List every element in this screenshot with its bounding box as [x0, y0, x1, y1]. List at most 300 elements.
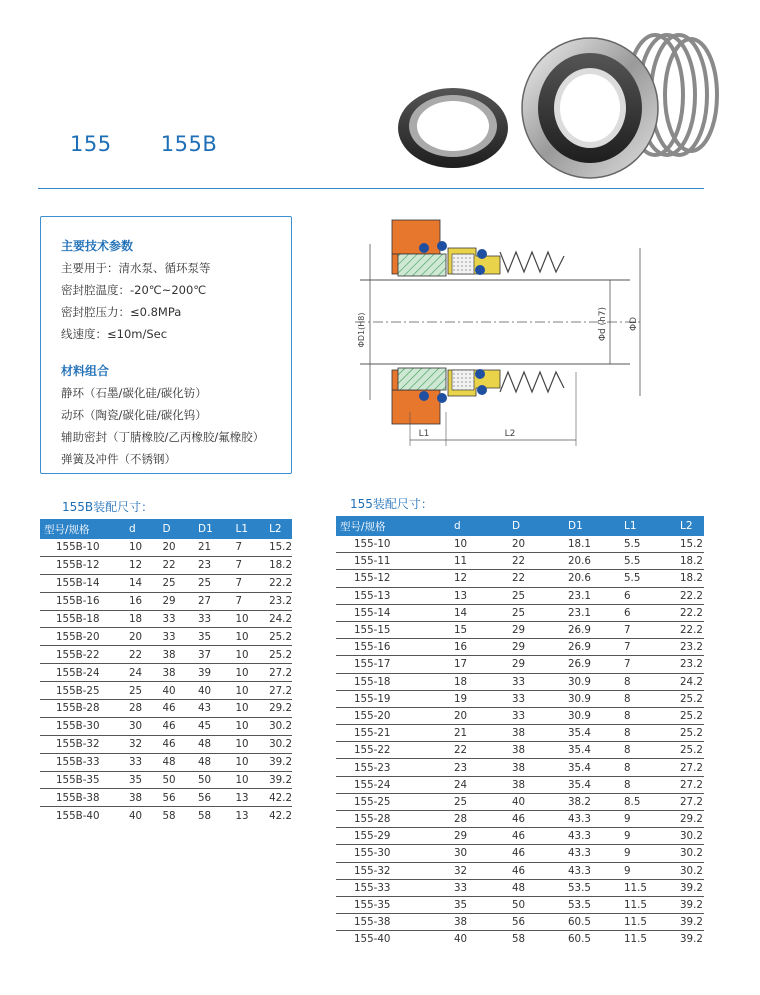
table-row — [336, 707, 704, 724]
table-row — [336, 879, 704, 896]
table-cell: 46 — [508, 811, 564, 828]
table-cell: 33 — [450, 879, 508, 896]
tech-params-section — [61, 237, 211, 345]
table-cell: 50 — [508, 896, 564, 913]
table-cell: 29 — [159, 592, 195, 610]
table-cell: 7 — [620, 656, 676, 673]
table-cell: 40 — [128, 809, 143, 822]
table-row — [336, 793, 704, 810]
table-cell: 38 — [450, 914, 508, 931]
col-header: L1 — [620, 516, 676, 536]
table-cell: 56 — [508, 914, 564, 931]
table-cell: 33 — [159, 628, 195, 646]
table-cell: 10 — [231, 700, 265, 718]
table-cell: 14 — [450, 604, 508, 621]
table-cell: 30 — [125, 717, 159, 735]
table-cell: 39.2 — [676, 896, 704, 913]
spec-panel — [40, 216, 292, 474]
table-cell: 25 — [194, 574, 231, 592]
table-cell: 155-11 — [336, 553, 450, 570]
table-cell: 18.2 — [676, 570, 704, 587]
table-cell: 25 — [450, 793, 508, 810]
table-cell: 26.9 — [564, 621, 620, 638]
label-D: ΦD — [629, 316, 639, 332]
material-line: 静环（石墨/碳化硅/碳化钫） — [61, 386, 207, 400]
table-cell: 58 — [198, 809, 212, 822]
table-cell: 20 — [508, 536, 564, 553]
table-cell: 60.5 — [564, 914, 620, 931]
table-row — [336, 759, 704, 776]
table-row — [336, 570, 704, 587]
table-cell: 32 — [125, 735, 159, 753]
table-cell: 25 — [508, 587, 564, 604]
table-cell: 25 — [508, 604, 564, 621]
table-cell: 17 — [450, 656, 508, 673]
table-cell: 155-14 — [336, 604, 450, 621]
table-cell: 40 — [454, 933, 468, 946]
table-cell: 13 — [235, 809, 249, 822]
table-cell: 27.2 — [265, 664, 292, 682]
table-cell: 21 — [450, 725, 508, 742]
table-cell: 33 — [125, 753, 159, 771]
table-cell: 38 — [508, 742, 564, 759]
table-cell: 30.9 — [564, 707, 620, 724]
table-cell: 155B-33 — [40, 753, 125, 771]
table-cell: 38 — [159, 664, 195, 682]
table-cell: 155B-12 — [40, 556, 125, 574]
table-cell: 16 — [450, 639, 508, 656]
table-cell: 155-40 — [354, 933, 391, 946]
table-cell: 155-28 — [336, 811, 450, 828]
col-header: L1 — [231, 519, 265, 539]
table-cell: 46 — [508, 828, 564, 845]
table-155b — [40, 519, 292, 824]
table-row — [336, 656, 704, 673]
table-cell: 8.5 — [620, 793, 676, 810]
table-cell: 155-10 — [336, 536, 450, 553]
table-cell: 155B-22 — [40, 646, 125, 664]
table-cell: 42.2 — [269, 809, 292, 822]
table-cell: 29 — [508, 639, 564, 656]
table-cell: 155-38 — [336, 914, 450, 931]
header-divider — [38, 188, 704, 189]
table-cell: 8 — [620, 742, 676, 759]
table-cell: 43.3 — [564, 862, 620, 879]
label-l1: L1 — [418, 429, 430, 439]
table-cell: 28 — [450, 811, 508, 828]
table-cell: 35.4 — [564, 742, 620, 759]
table-cell: 29 — [450, 828, 508, 845]
col-header: D — [508, 516, 564, 536]
table-cell: 22.2 — [676, 604, 704, 621]
table-row — [336, 587, 704, 604]
col-header: d — [125, 519, 159, 539]
table-cell: 16 — [125, 592, 159, 610]
table-cell: 43 — [194, 700, 231, 718]
table-row — [40, 556, 292, 574]
table-cell: 155-12 — [336, 570, 450, 587]
table-cell: 155-22 — [336, 742, 450, 759]
table-row — [40, 717, 292, 735]
model-155b-title: 155B — [160, 132, 218, 156]
label-d: Φd (h7) — [598, 306, 608, 342]
table-cell: 22 — [450, 742, 508, 759]
table-row — [336, 673, 704, 690]
table-row — [336, 811, 704, 828]
table-row — [336, 776, 704, 793]
table-cell: 6 — [620, 604, 676, 621]
table-cell: 28 — [125, 700, 159, 718]
table-cell: 30.9 — [564, 673, 620, 690]
label-d1: ΦD1(H8) — [357, 312, 366, 348]
table-row — [336, 742, 704, 759]
table-cell: 27.2 — [265, 682, 292, 700]
table-cell: 30.2 — [265, 735, 292, 753]
table-cell: 155-20 — [336, 707, 450, 724]
table-cell: 5.5 — [620, 536, 676, 553]
table-cell: 155B-32 — [40, 735, 125, 753]
model-titles — [70, 132, 259, 156]
table-cell: 5.5 — [620, 570, 676, 587]
table-cell: 25 — [159, 574, 195, 592]
table-cell: 38 — [508, 776, 564, 793]
table-cell: 35.4 — [564, 725, 620, 742]
col-header: d — [450, 516, 508, 536]
table-cell: 155B-35 — [40, 771, 125, 789]
table-cell: 23.2 — [265, 592, 292, 610]
table-cell: 39.2 — [265, 771, 292, 789]
table-cell: 22.2 — [676, 621, 704, 638]
table-cell: 53.5 — [564, 879, 620, 896]
table-cell: 13 — [231, 789, 265, 807]
table-row — [336, 845, 704, 862]
table-row — [336, 621, 704, 638]
table-cell: 48 — [194, 753, 231, 771]
table-cell: 155B-14 — [40, 574, 125, 592]
material-line: 辅助密封（丁腈橡胶/乙丙橡胶/氟橡胶） — [61, 430, 265, 444]
table-cell: 155-24 — [336, 776, 450, 793]
table-cell: 23.1 — [564, 604, 620, 621]
table-cell: 46 — [508, 845, 564, 862]
table-row — [40, 807, 292, 824]
table-cell: 20 — [450, 707, 508, 724]
table-row — [40, 771, 292, 789]
table-cell: 24 — [125, 664, 159, 682]
table-cell: 33 — [508, 707, 564, 724]
table-cell: 39 — [194, 664, 231, 682]
table-cell: 24.2 — [676, 673, 704, 690]
table-cell: 25.2 — [676, 707, 704, 724]
table-cell: 12 — [450, 570, 508, 587]
table-cell: 45 — [194, 717, 231, 735]
table-cell: 10 — [231, 646, 265, 664]
table-cell: 10 — [231, 735, 265, 753]
table-cell: 10 — [231, 682, 265, 700]
table-cell: 9 — [620, 845, 676, 862]
table-row — [40, 610, 292, 628]
table-cell: 155-25 — [336, 793, 450, 810]
table-cell: 26.9 — [564, 639, 620, 656]
table-cell: 38 — [159, 646, 195, 664]
table-cell: 155-33 — [336, 879, 450, 896]
table-cell: 8 — [620, 776, 676, 793]
table-cell: 155-18 — [336, 673, 450, 690]
table-row — [40, 646, 292, 664]
table-cell: 155-16 — [336, 639, 450, 656]
table-row — [40, 628, 292, 646]
spec-line: 密封腔温度：-20℃~200℃ — [61, 283, 207, 297]
table-row — [40, 592, 292, 610]
table-cell: 39.2 — [265, 753, 292, 771]
table-row — [40, 539, 292, 556]
table-cell: 35 — [194, 628, 231, 646]
table-row — [336, 536, 704, 553]
table-cell: 155B-10 — [40, 539, 125, 556]
table-cell: 7 — [231, 592, 265, 610]
label-l2: L2 — [504, 429, 516, 439]
table-cell: 56 — [159, 789, 195, 807]
table-cell: 7 — [231, 574, 265, 592]
table-cell: 155-23 — [336, 759, 450, 776]
spec-line: 密封腔压力：≤0.8MPa — [61, 305, 182, 319]
table-cell: 43.3 — [564, 845, 620, 862]
table-header-row — [336, 516, 704, 536]
table-cell: 155B-16 — [40, 592, 125, 610]
tech-params-heading: 主要技术参数 — [61, 239, 134, 253]
table-cell: 9 — [620, 862, 676, 879]
table-cell: 20.6 — [564, 553, 620, 570]
table-row — [336, 931, 704, 948]
table-cell: 35 — [125, 771, 159, 789]
table-row — [336, 604, 704, 621]
table-cell: 50 — [194, 771, 231, 789]
table-cell: 46 — [159, 700, 195, 718]
col-header: L2 — [676, 516, 704, 536]
table-row — [336, 553, 704, 570]
table-cell: 48 — [194, 735, 231, 753]
table-cell: 23.2 — [676, 639, 704, 656]
table-cell: 33 — [508, 690, 564, 707]
table-155 — [336, 516, 704, 948]
table-cell: 38.2 — [564, 793, 620, 810]
table-row — [40, 682, 292, 700]
table-cell: 7 — [620, 639, 676, 656]
table-cell: 38 — [508, 759, 564, 776]
table-cell: 38 — [125, 789, 159, 807]
table-cell: 23.1 — [564, 587, 620, 604]
table-cell: 15.2 — [676, 536, 704, 553]
table-cell: 9 — [620, 828, 676, 845]
table-cell: 23.2 — [676, 656, 704, 673]
table-cell: 46 — [159, 717, 195, 735]
table-cell: 39.2 — [676, 879, 704, 896]
table-cell: 155B-20 — [40, 628, 125, 646]
table-cell: 26.9 — [564, 656, 620, 673]
mechanical-seal-product-image — [395, 20, 725, 185]
table-cell: 155-29 — [336, 828, 450, 845]
table-row — [336, 862, 704, 879]
table-cell: 12 — [125, 556, 159, 574]
col-header: D — [159, 519, 195, 539]
col-header: L2 — [265, 519, 292, 539]
table-cell: 29 — [508, 621, 564, 638]
table-cell: 10 — [231, 664, 265, 682]
table-155-title: 155装配尺寸： — [350, 497, 433, 511]
table-cell: 18 — [450, 673, 508, 690]
table-cell: 155-13 — [336, 587, 450, 604]
col-header: D1 — [564, 516, 620, 536]
table-row — [40, 664, 292, 682]
table-row — [336, 725, 704, 742]
table-cell: 22.2 — [676, 587, 704, 604]
table-cell: 155B-24 — [40, 664, 125, 682]
table-cell: 10 — [231, 717, 265, 735]
table-cell: 11.5 — [620, 879, 676, 896]
table-cell: 10 — [125, 539, 159, 556]
col-header: 型号/规格 — [336, 516, 450, 536]
table-cell: 11.5 — [624, 933, 647, 946]
table-cell: 46 — [508, 862, 564, 879]
table-cell: 10 — [231, 753, 265, 771]
spec-line: 线速度：≤10m/Sec — [61, 327, 168, 341]
table-cell: 5.5 — [620, 553, 676, 570]
table-cell: 58 — [512, 933, 526, 946]
table-cell: 50 — [159, 771, 195, 789]
table-cell: 29.2 — [265, 700, 292, 718]
table-cell: 10 — [231, 628, 265, 646]
table-cell: 30.2 — [676, 862, 704, 879]
table-cell: 155-32 — [336, 862, 450, 879]
table-cell: 18 — [125, 610, 159, 628]
table-cell: 7 — [231, 539, 265, 556]
materials-heading: 材料组合 — [61, 364, 110, 378]
table-cell: 30 — [450, 845, 508, 862]
table-cell: 27 — [194, 592, 231, 610]
table-cell: 27.2 — [676, 776, 704, 793]
table-cell: 40 — [159, 682, 195, 700]
table-row — [336, 914, 704, 931]
table-cell: 8 — [620, 725, 676, 742]
table-cell: 10 — [231, 771, 265, 789]
table-cell: 21 — [194, 539, 231, 556]
table-cell: 155B-18 — [40, 610, 125, 628]
table-cell: 46 — [159, 735, 195, 753]
table-cell: 48 — [159, 753, 195, 771]
table-cell: 10 — [231, 610, 265, 628]
table-cell: 39.2 — [676, 914, 704, 931]
table-cell: 11.5 — [620, 914, 676, 931]
table-cell: 25.2 — [676, 690, 704, 707]
table-cell: 27.2 — [676, 759, 704, 776]
table-cell: 18.2 — [676, 553, 704, 570]
model-155-title: 155 — [70, 132, 112, 156]
table-cell: 14 — [125, 574, 159, 592]
table-row — [40, 735, 292, 753]
table-cell: 6 — [620, 587, 676, 604]
table-cell: 40 — [194, 682, 231, 700]
seal-cross-section-diagram — [340, 212, 650, 452]
table-cell: 155-21 — [336, 725, 450, 742]
table-cell: 20 — [159, 539, 195, 556]
table-row — [336, 639, 704, 656]
table-cell: 33 — [508, 673, 564, 690]
table-cell: 20.6 — [564, 570, 620, 587]
spec-line: 主要用于：清水泵、循环泵等 — [61, 261, 211, 275]
table-row — [336, 690, 704, 707]
table-cell: 43.3 — [564, 828, 620, 845]
table-cell: 29.2 — [676, 811, 704, 828]
table-cell: 155-19 — [336, 690, 450, 707]
col-header: 型号/规格 — [40, 519, 125, 539]
table-cell: 60.5 — [568, 933, 591, 946]
table-cell: 8 — [620, 673, 676, 690]
col-header: D1 — [194, 519, 231, 539]
table-cell: 37 — [194, 646, 231, 664]
table-cell: 53.5 — [564, 896, 620, 913]
table-cell: 155B-25 — [40, 682, 125, 700]
table-cell: 20 — [125, 628, 159, 646]
table-row — [40, 789, 292, 807]
table-cell: 27.2 — [676, 793, 704, 810]
table-cell: 22 — [125, 646, 159, 664]
table-cell: 24 — [450, 776, 508, 793]
table-cell: 155B-30 — [40, 717, 125, 735]
table-cell: 19 — [450, 690, 508, 707]
table-cell: 25 — [125, 682, 159, 700]
table-cell: 35 — [450, 896, 508, 913]
table-cell: 32 — [450, 862, 508, 879]
table-cell: 30.9 — [564, 690, 620, 707]
table-cell: 7 — [231, 556, 265, 574]
table-cell: 155B-40 — [56, 809, 100, 822]
table-cell: 42.2 — [265, 789, 292, 807]
table-cell: 15 — [450, 621, 508, 638]
table-cell: 22 — [159, 556, 195, 574]
table-cell: 38 — [508, 725, 564, 742]
table-cell: 8 — [620, 759, 676, 776]
table-cell: 33 — [159, 610, 195, 628]
table-cell: 8 — [620, 690, 676, 707]
table-cell: 22.2 — [265, 574, 292, 592]
table-cell: 155B-38 — [40, 789, 125, 807]
table-cell: 8 — [620, 707, 676, 724]
table-155b-title: 155B装配尺寸： — [62, 500, 154, 514]
table-cell: 48 — [508, 879, 564, 896]
table-cell: 35.4 — [564, 759, 620, 776]
table-cell: 155B-28 — [40, 700, 125, 718]
table-cell: 30.2 — [265, 717, 292, 735]
table-cell: 155-15 — [336, 621, 450, 638]
table-row — [336, 896, 704, 913]
table-cell: 58 — [162, 809, 176, 822]
table-row — [40, 700, 292, 718]
table-cell: 23 — [194, 556, 231, 574]
table-cell: 30.2 — [676, 845, 704, 862]
table-row — [40, 753, 292, 771]
table-row — [40, 574, 292, 592]
table-cell: 11.5 — [620, 896, 676, 913]
table-cell: 13 — [450, 587, 508, 604]
table-cell: 9 — [620, 811, 676, 828]
table-cell: 35.4 — [564, 776, 620, 793]
table-cell: 39.2 — [680, 933, 703, 946]
table-cell: 155-30 — [336, 845, 450, 862]
table-cell: 7 — [620, 621, 676, 638]
table-cell: 30.2 — [676, 828, 704, 845]
table-row — [336, 828, 704, 845]
table-cell: 56 — [194, 789, 231, 807]
table-cell: 25.2 — [676, 742, 704, 759]
